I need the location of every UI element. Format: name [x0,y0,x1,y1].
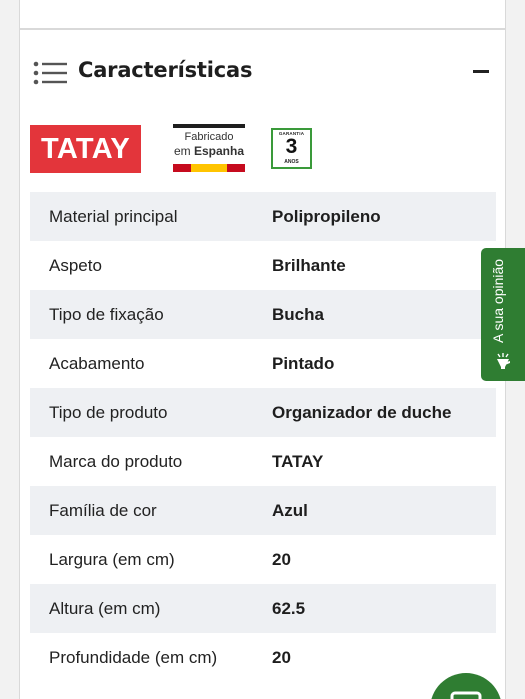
spec-value: 20 [272,647,291,667]
spec-row [30,584,496,633]
characteristics-card [19,29,506,699]
spec-row [30,535,496,584]
spec-value: 20 [272,549,291,569]
warranty-badge [271,128,312,169]
spec-row [30,633,496,682]
spec-value: Bucha [272,304,324,324]
spec-row [30,437,496,486]
spec-label: Altura (em cm) [49,598,161,618]
megaphone-icon [493,350,513,370]
spec-label: Largura (em cm) [49,549,175,569]
chat-icon [450,691,482,699]
spain-flag-icon [173,164,245,172]
section-header[interactable] [20,30,505,116]
spec-row [30,192,496,241]
specs-table [30,192,496,682]
spec-value: Pintado [272,353,335,373]
brand-logo: TATAY [30,125,141,173]
made-in-spain-badge [173,124,245,172]
spec-value: Azul [272,500,308,520]
spec-label: Marca do produto [49,451,183,471]
feedback-label: A sua opinião [490,258,506,343]
list-icon [33,60,67,86]
section-title: Características [78,58,253,82]
spec-row [30,339,496,388]
spec-label: Material principal [49,206,178,226]
warranty-top: GARANTIA [278,131,305,136]
spec-value: TATAY [272,451,324,471]
badges-row [20,124,505,176]
spec-value: Polipropileno [272,206,381,226]
spec-label: Família de cor [49,500,157,520]
spec-row [30,241,496,290]
minus-icon[interactable] [473,70,489,73]
made-in-line2: em Espanha [173,144,245,158]
feedback-tab[interactable] [481,248,525,381]
previous-card [19,0,506,29]
spec-row [30,290,496,339]
spec-label: Acabamento [49,353,145,373]
warranty-years: 3 [285,135,298,158]
spec-row [30,388,496,437]
spec-value: 62.5 [272,598,306,618]
spec-row [30,486,496,535]
spec-label: Aspeto [49,255,102,275]
warranty-bottom: ANOS [284,159,299,165]
spec-label: Profundidade (em cm) [49,647,218,667]
made-in-line1: Fabricado [184,131,234,143]
spec-value: Brilhante [272,255,346,275]
spec-label: Tipo de fixação [49,304,164,324]
spec-label: Tipo de produto [49,402,168,422]
spec-value: Organizador de duche [272,402,452,422]
